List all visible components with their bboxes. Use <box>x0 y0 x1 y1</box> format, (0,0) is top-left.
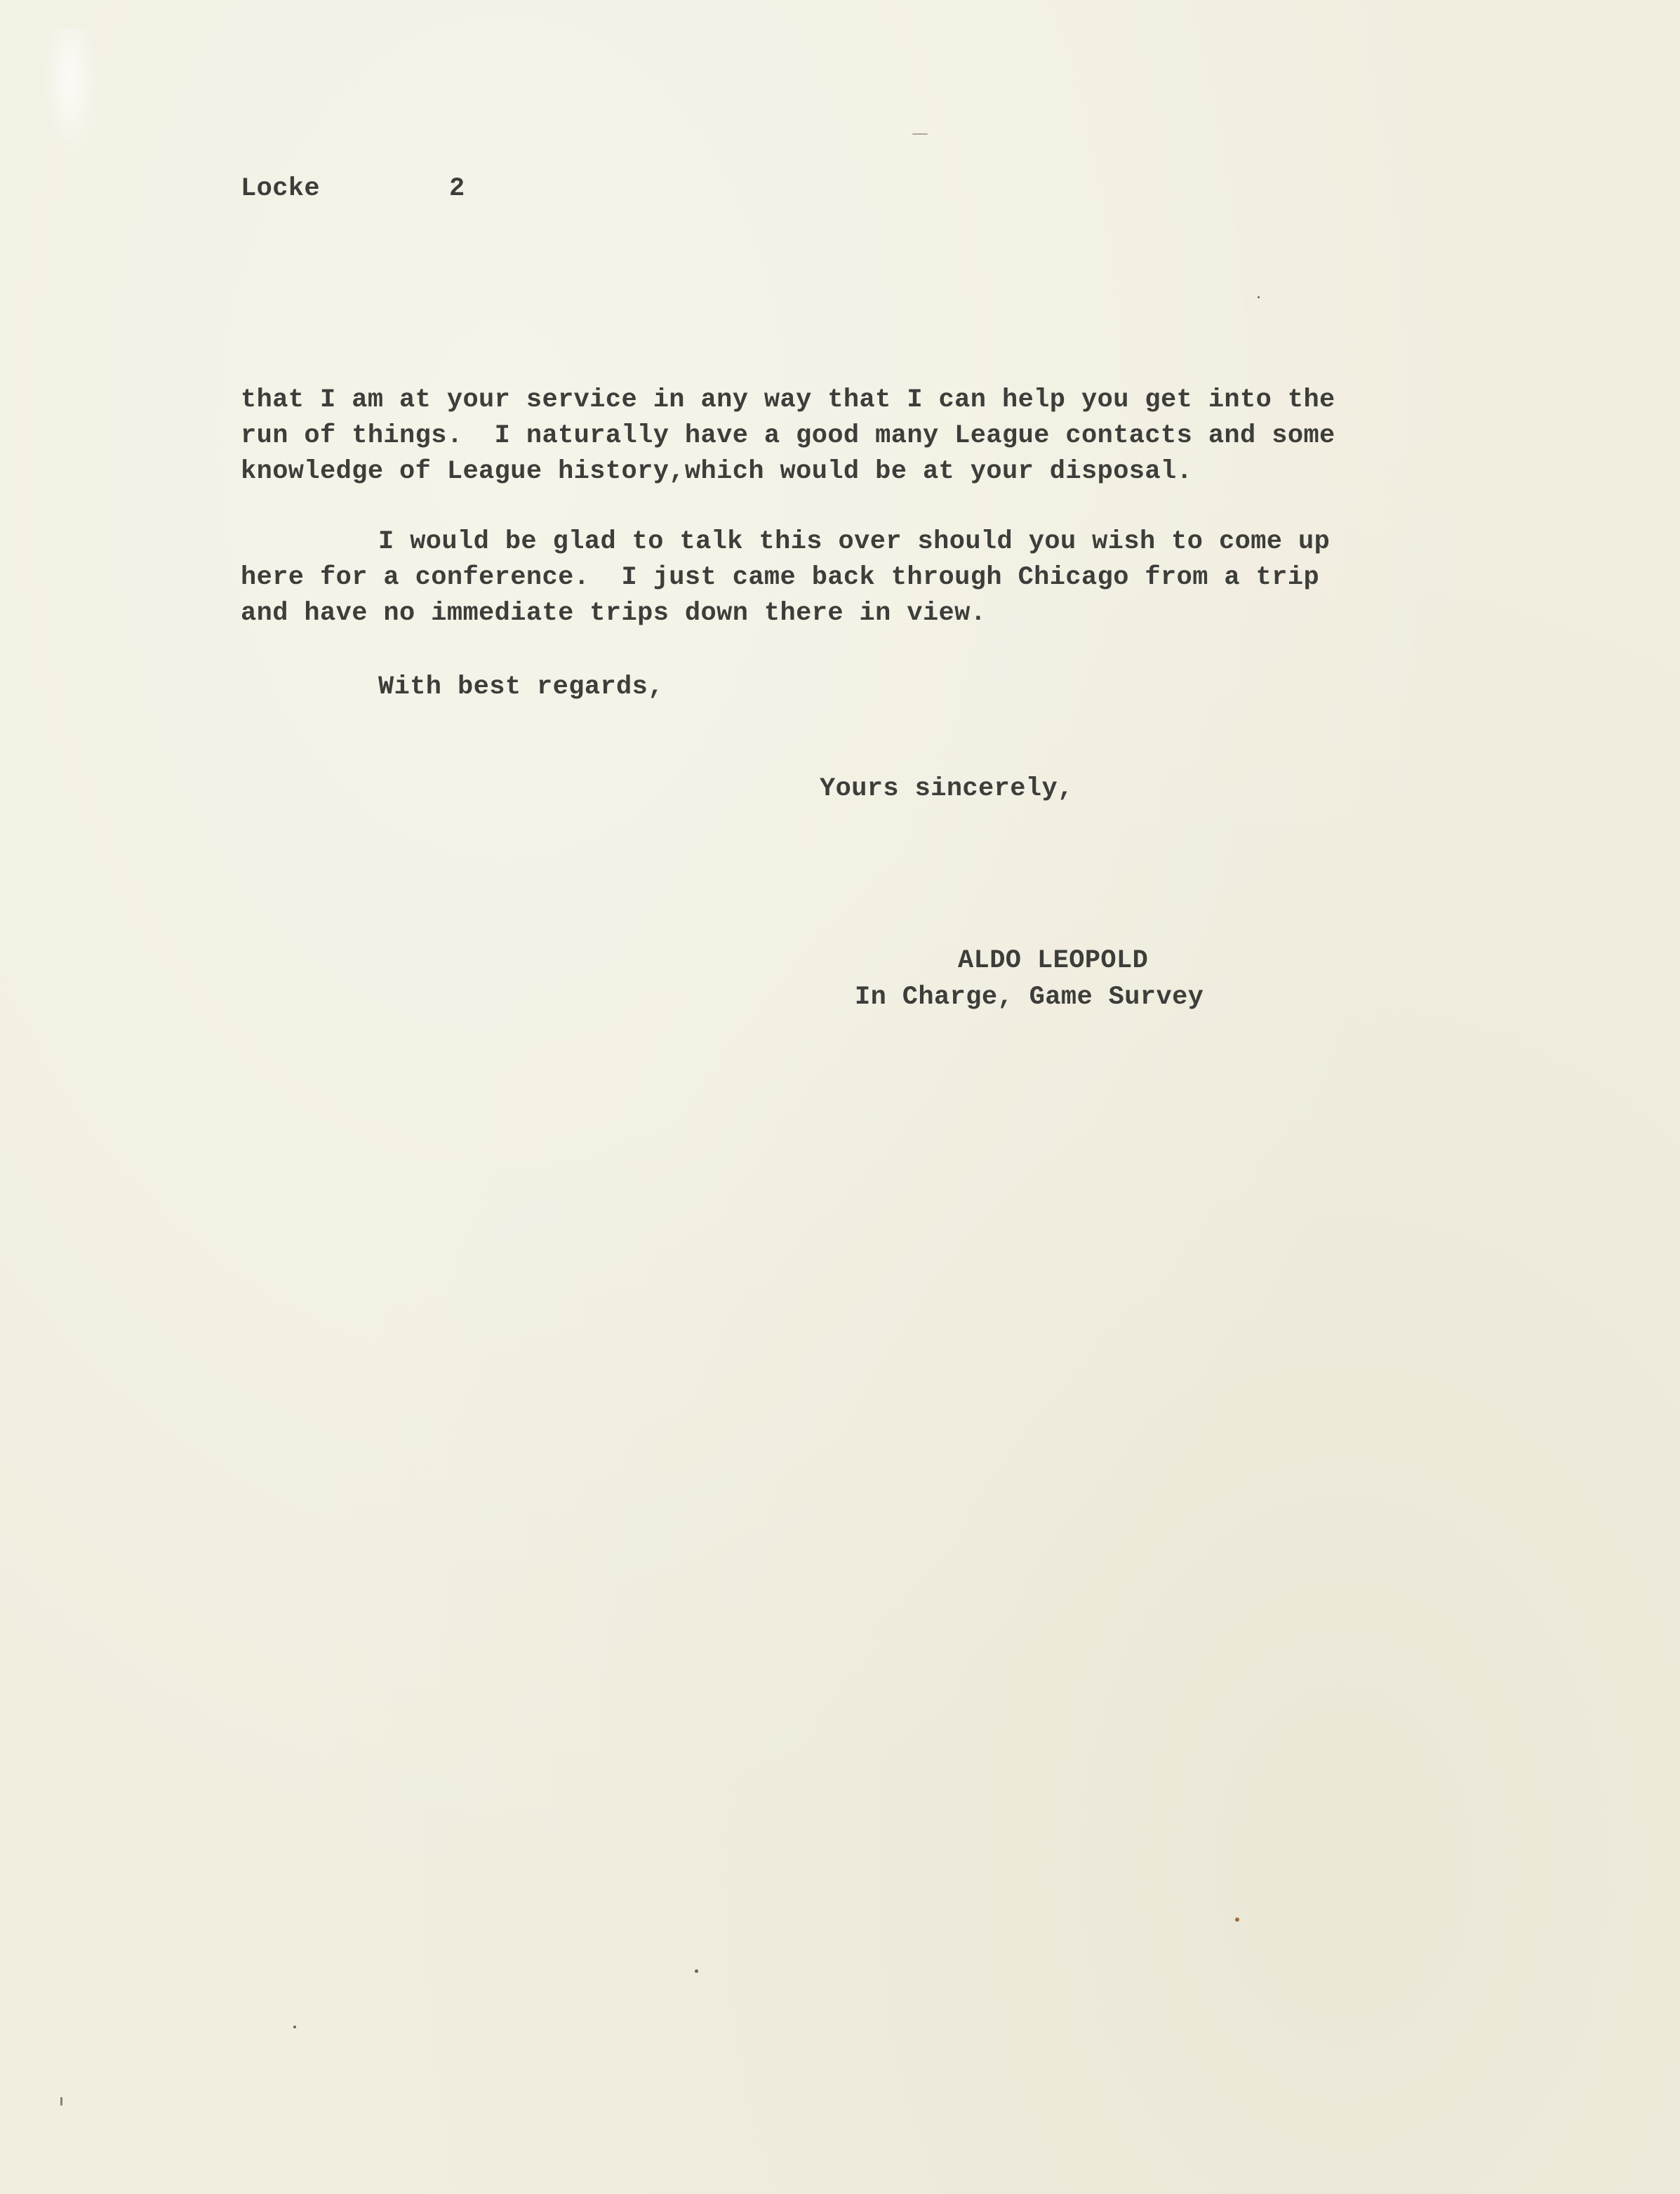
paper-speck <box>293 2026 296 2028</box>
paper-speck <box>1235 1917 1239 1922</box>
paragraph-line: knowledge of League history,which would be at your disposal. <box>241 457 1193 486</box>
header-recipient: Locke <box>241 174 321 204</box>
regards-line: With best regards, <box>378 672 664 702</box>
header-page-number: 2 <box>449 174 465 204</box>
paragraph-line: run of things. I naturally have a good many League contacts and some <box>241 421 1335 451</box>
paragraph-line: I would be glad to talk this over should you wish to come up <box>378 527 1331 557</box>
paragraph-2 <box>241 524 1469 632</box>
signature-name: ALDO LEOPOLD <box>958 946 1149 976</box>
closing-line: Yours sincerely, <box>820 774 1074 804</box>
paragraph-line: here for a conference. I just came back through Chicago from a trip <box>241 563 1320 592</box>
paragraph-1 <box>241 383 1469 490</box>
paper-speck <box>1258 296 1260 298</box>
paper-speck <box>912 133 928 135</box>
paper-crease <box>42 28 98 154</box>
signature-title: In Charge, Game Survey <box>855 983 1204 1012</box>
paragraph-line: and have no immediate trips down there in view. <box>241 599 987 628</box>
paper-speck <box>695 1969 698 1973</box>
paper-speck <box>60 2097 62 2106</box>
paragraph-line: that I am at your service in any way that I can help you get into the <box>241 385 1335 415</box>
